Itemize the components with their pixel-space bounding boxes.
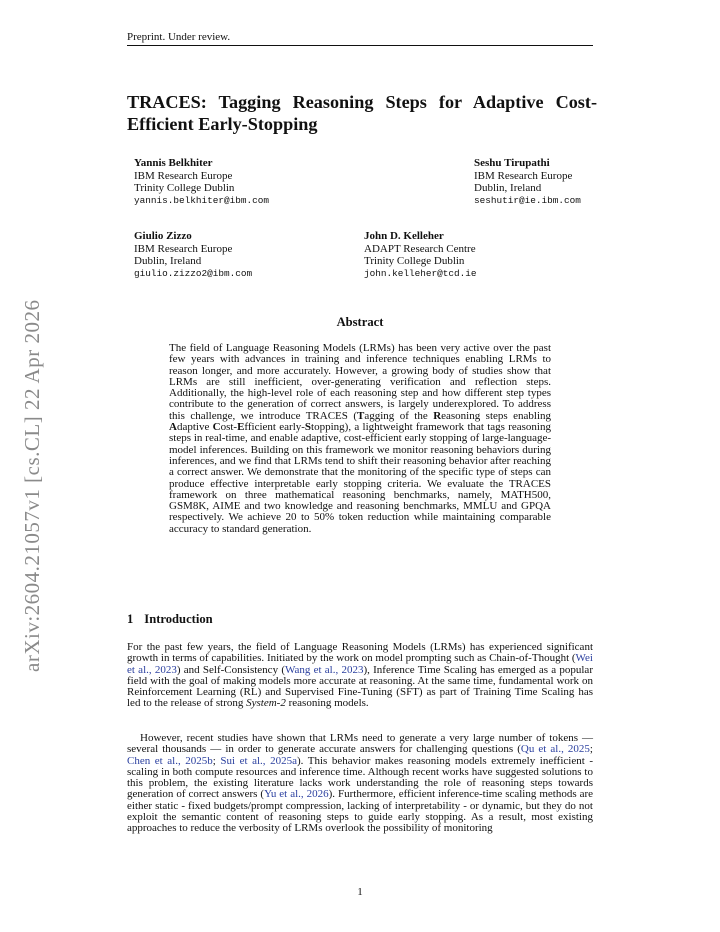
page-number: 1 <box>357 886 363 898</box>
author-name: John D. Kelleher <box>364 230 444 242</box>
author-affiliation: IBM Research Europe <box>134 169 233 182</box>
paper-title <box>127 91 597 135</box>
author-block-3 <box>134 230 252 280</box>
author-email: john.kelleher@tcd.ie <box>364 267 477 279</box>
title-line-2: Efficient Early-Stopping <box>127 114 318 134</box>
author-email: giulio.zizzo2@ibm.com <box>134 267 253 279</box>
citation-link[interactable]: Sui et al., 2025a <box>220 754 297 767</box>
author-affiliation: IBM Research Europe <box>474 169 573 182</box>
citation-link[interactable]: Qu et al., 2025 <box>520 743 590 756</box>
author-name: Yannis Belkhiter <box>134 157 213 169</box>
citation-link[interactable]: Yu et al., 2026 <box>264 788 329 801</box>
arxiv-identifier: arXiv:2604.21057v1 [cs.CL] 22 Apr 2026 <box>20 299 44 672</box>
author-block-1 <box>134 157 269 207</box>
title-line-1: TRACES: Tagging Reasoning Steps for Adaptive Cost- <box>127 92 597 112</box>
abstract-heading: Abstract <box>336 315 384 329</box>
header-rule <box>127 45 593 46</box>
author-affiliation: IBM Research Europe <box>134 242 233 255</box>
citation-link[interactable]: Wei et al., 2023 <box>127 652 593 676</box>
citation-link[interactable]: Wang et al., 2023 <box>284 663 364 676</box>
section-number: 1 <box>127 612 134 626</box>
author-affiliation: Dublin, Ireland <box>134 255 202 268</box>
author-affiliation: ADAPT Research Centre <box>364 242 476 255</box>
author-email: seshutir@ie.ibm.com <box>474 194 581 206</box>
author-affiliation: Trinity College Dublin <box>134 182 235 195</box>
author-name: Giulio Zizzo <box>134 230 192 242</box>
author-name: Seshu Tirupathi <box>474 157 550 169</box>
author-block-2 <box>474 157 581 207</box>
author-affiliation: Trinity College Dublin <box>364 255 465 268</box>
intro-paragraph-2: However, recent studies have shown that LRMs need to generate a very large number of tokens — several thousands — in order to generate accurate answers for challenging questions (Qu et al., 2025; Chen et al., 2025b; Sui et al., 2025a). This behavior makes reasoning models extremely inefficient - scaling in both compute resources and inference time. Although recent works have suggested solutions to this problem, the existing literature lacks work understanding the role of reasoning steps towards generation of correct answers (Yu et al., 2026). Furthermore, efficient inference-time scaling methods are either static - fixed budgets/prompt compression, lacking of interpretability - or dynamic, but they do not exploit the semantic content of reasoning steps to guide early stopping. As a result, most existing approaches to reduce the verbosity of LRMs overlook the possibility of monitoring <box>127 732 593 835</box>
running-header: Preprint. Under review. <box>127 31 231 43</box>
intro-paragraph-1: For the past few years, the field of Language Reasoning Models (LRMs) has experienced significant growth in terms of capabilities. Initiated by the work on model prompting such as Chain-of-Thought (Wei et al., 2023) and Self-Consistency (Wang et al., 2023), Inference Time Scaling has emerged as a popular field with the goal of making models more accurate at reasoning. At the same time, fundamental work on Reinforcement Learning (RL) and Supervised Fine-Tuning (SFT) as part of Training Time Scaling has led to the release of strong System-2 reasoning models. <box>127 641 593 710</box>
section-title: Introduction <box>144 612 213 626</box>
abstract-body: The field of Language Reasoning Models (LRMs) has been very active over the past few years with advances in training and inference techniques enabling LRMs to reason longer, and more accurately. However, a growing body of studies show that LRMs are still inefficient, over-generating verification and reflection steps. Additionally, the high-level role of each reasoning step and how different step types contribute to the generation of correct answers, is largely underexplored. To address this challenge, we introduce TRACES (Tagging of the Reasoning steps enabling Adaptive Cost-Efficient early-Stopping), a lightweight framework that tags reasoning steps in real-time, and enable adaptive, cost-efficient early stopping of large-language-model inferences. Building on this framework we monitor reasoning behaviors during inferences, and we find that LRMs tend to shift their reasoning behavior after reaching a correct answer. We demonstrate that the monitoring of the specific type of steps can produce effective interpretable early stopping criteria. We evaluate the TRACES framework on three mathematical reasoning benchmarks, namely, MATH500, GSM8K, AIME and two knowledge and reasoning benchmarks, MMLU and GPQA respectively. We achieve 20 to 50% token reduction while maintaining comparable accuracy to standard generation. <box>169 342 551 535</box>
section-heading-introduction <box>127 612 213 627</box>
citation-link[interactable]: Chen et al., 2025b <box>127 754 213 767</box>
author-block-4 <box>364 230 477 280</box>
author-affiliation: Dublin, Ireland <box>474 182 542 195</box>
author-email: yannis.belkhiter@ibm.com <box>134 194 270 206</box>
